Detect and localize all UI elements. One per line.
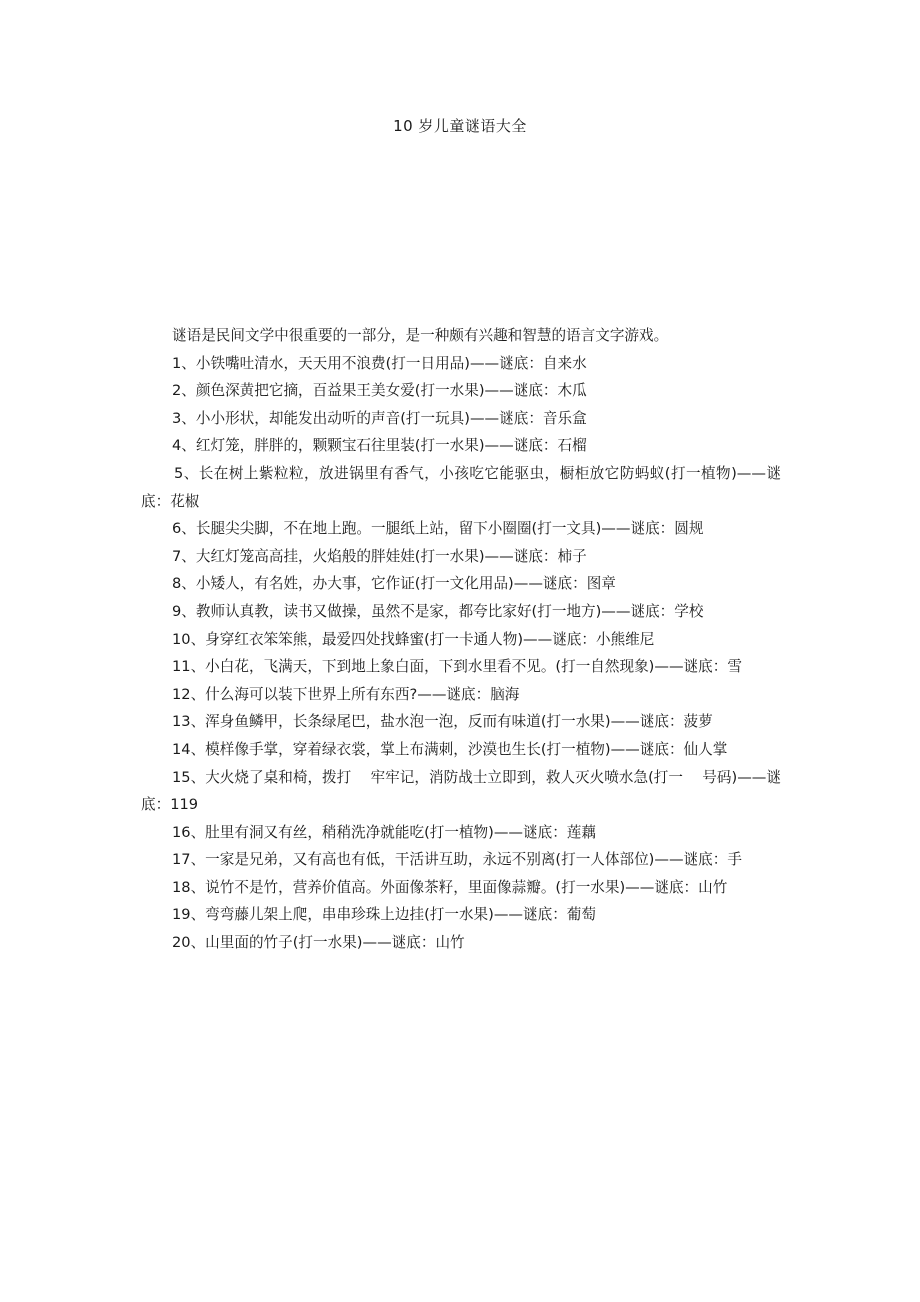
- riddle-item: 16、肚里有洞又有丝，稍稍洗净就能吃(打一植物)——谜底：莲藕: [172, 823, 596, 841]
- intro-paragraph: 谜语是民间文学中很重要的一部分，是一种颇有兴趣和智慧的语言文字游戏。: [172, 327, 669, 344]
- document-title: 10 岁儿童谜语大全: [393, 117, 527, 135]
- riddle-item: 6、长腿尖尖脚，不在地上跑。一腿纸上站，留下小圈圈(打一文具)——谜底：圆规: [172, 520, 704, 538]
- riddle-item: 13、浑身鱼鳞甲，长条绿尾巴，盐水泡一泡，反而有味道(打一水果)——谜底：菠萝: [172, 713, 713, 731]
- riddle-item: 19、弯弯藤儿架上爬，串串珍珠上边挂(打一水果)——谜底：葡萄: [172, 906, 596, 924]
- riddle-item: 11、小白花，飞满天，下到地上象白面，下到水里看不见。(打一自然现象)——谜底：雪: [172, 658, 742, 676]
- riddle-item: 10、身穿红衣笨笨熊，最爱四处找蜂蜜(打一卡通人物)——谜底：小熊维尼: [172, 630, 655, 648]
- riddle-item: 18、说竹不是竹，营养价值高。外面像茶籽，里面像蒜瓣。(打一水果)——谜底：山竹: [172, 878, 728, 896]
- riddle-item: 8、小矮人，有名姓，办大事，它作证(打一文化用品)——谜底：图章: [172, 575, 616, 593]
- riddle-item: 12、什么海可以装下世界上所有东西?——谜底：脑海: [172, 685, 520, 703]
- riddle-item: 20、山里面的竹子(打一水果)——谜底：山竹: [172, 934, 465, 952]
- riddle-item: 5、长在树上紫粒粒，放进锅里有香气，小孩吃它能驱虫，橱柜放它防蚂蚁(打一植物)——谜底：花椒: [141, 464, 781, 510]
- riddle-item: 15、大火烧了桌和椅，拨打 牢牢记，消防战士立即到，救人灭火喷水急(打一 号码)——谜底：119: [141, 768, 781, 814]
- riddle-item: 4、红灯笼，胖胖的，颗颗宝石往里装(打一水果)——谜底：石榴: [172, 437, 587, 455]
- riddle-item: 1、小铁嘴吐清水，天天用不浪费(打一日用品)——谜底：自来水: [172, 354, 587, 372]
- riddle-item: 9、教师认真教，读书又做操，虽然不是家，都夸比家好(打一地方)——谜底：学校: [172, 602, 704, 620]
- riddle-item: 3、小小形状，却能发出动听的声音(打一玩具)——谜底：音乐盒: [172, 409, 587, 427]
- riddle-item: 17、一家是兄弟，又有高也有低，干活讲互助，永远不别离(打一人体部位)——谜底：手: [172, 851, 742, 869]
- riddle-item: 14、模样像手掌，穿着绿衣裳，掌上布满刺，沙漠也生长(打一植物)——谜底：仙人掌: [172, 740, 728, 758]
- riddle-item: 2、颜色深黄把它摘，百益果王美女爱(打一水果)——谜底：木瓜: [172, 382, 587, 400]
- riddle-item: 7、大红灯笼高高挂，火焰般的胖娃娃(打一水果)——谜底：柿子: [172, 547, 587, 565]
- document-body: [141, 322, 781, 957]
